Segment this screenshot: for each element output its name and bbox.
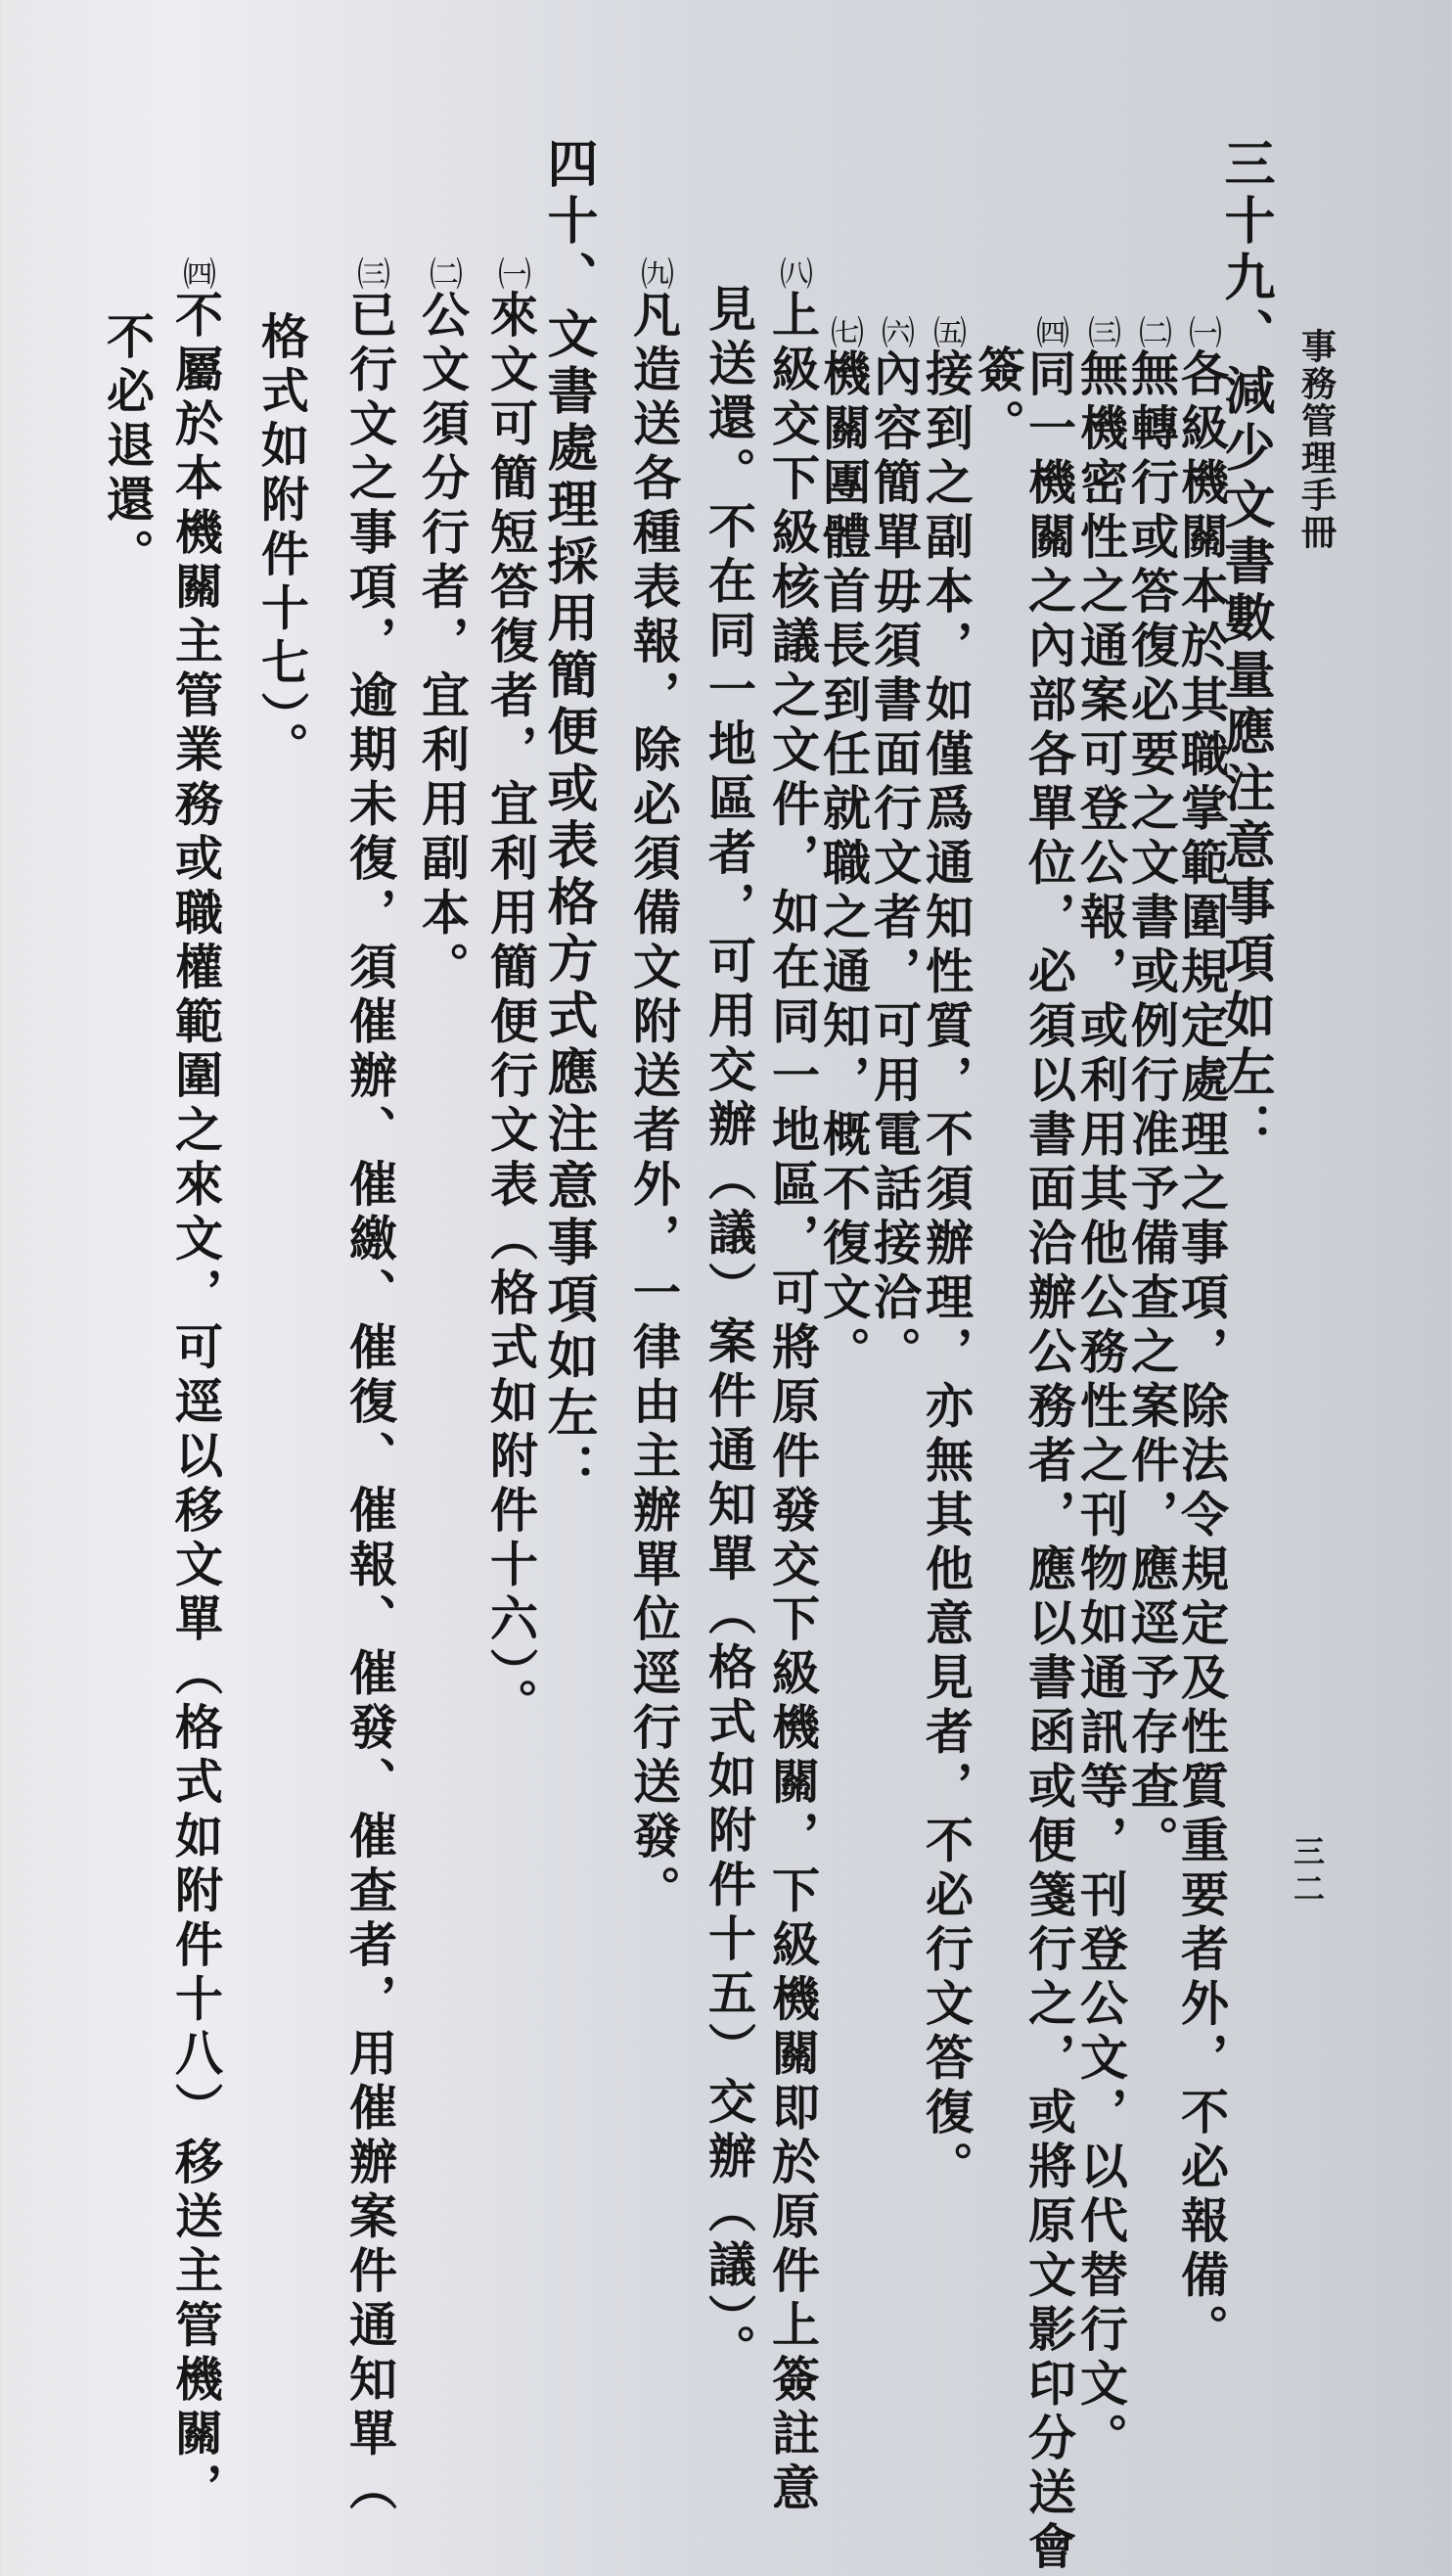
section-39-item-6 — [866, 315, 924, 1381]
item-text: 已行文之事項，逾期未復，須催辦、催繳、催復、催報、催發、催查者，用催辦案件通知單（ — [341, 290, 399, 2517]
item-text: 公文須分行者，宜利用副本。 — [414, 290, 472, 996]
item-marker: ㈣ — [176, 256, 216, 290]
section-40-item-1 — [482, 256, 540, 1732]
item-text: 無轉行或答復必要之文書或例行准予備查之案件，應逕予存查。 — [1123, 348, 1181, 1869]
section-39-item-5 — [918, 315, 976, 2195]
item-marker: ㈤ — [927, 315, 967, 348]
section-39-item-8 — [764, 256, 822, 2517]
section-40-item-2 — [414, 256, 472, 996]
item-marker: ㈨ — [634, 256, 674, 290]
item-text: 來文可簡短答復者，宜利用簡便行文表（格式如附件十六）。 — [482, 290, 540, 1732]
section-40-item-3-continued: 格式如附件十七）。 — [253, 311, 311, 776]
item-marker: ㈡ — [423, 256, 463, 290]
section-39-item-7 — [815, 315, 873, 1381]
item-marker: ㈠ — [491, 256, 531, 290]
running-head: 事務管理手冊 — [1295, 328, 1337, 551]
section-39-item-4-continued: 簽。 — [970, 345, 1027, 453]
section-39-item-2 — [1123, 315, 1181, 1869]
item-text: 內容簡單毋須書面行文者，可用電話接洽。 — [866, 348, 924, 1381]
item-marker: ㈢ — [350, 256, 390, 290]
item-marker: ㈢ — [1081, 315, 1121, 348]
page-number: 三二 — [1289, 1835, 1326, 1909]
section-39-item-3 — [1072, 315, 1130, 2467]
item-marker: ㈡ — [1132, 315, 1172, 348]
item-text: 凡造送各種表報，除必須備文附送者外，一律由主辦單位逕行送發。 — [625, 290, 683, 1919]
item-text: 各級機關本於其職掌範圍規定處理之事項，除法令規定及性質重要者外，不必報備。 — [1173, 348, 1231, 2359]
section-40-item-4-continued: 不必退還。 — [99, 311, 157, 583]
item-marker: ㈧ — [773, 256, 813, 290]
item-text: 同一機關之內部各單位，必須以書面洽辦公務者，應以書函或便箋行之，或將原文影印分送會 — [1021, 348, 1078, 2576]
section-39-item-4 — [1021, 315, 1078, 2576]
section-40-heading: 四十、文書處理採用簡便或表格方式應注意事項如左： — [538, 137, 598, 1499]
section-40-item-3 — [341, 256, 399, 2517]
item-marker: ㈦ — [824, 315, 864, 348]
item-text: 不屬於本機關主管業務或職權範圍之來文，可逕以移文單（格式如附件十八）移送主管機關， — [167, 290, 225, 2517]
section-39-item-9 — [625, 256, 683, 1919]
item-text: 接到之副本，如僅爲通知性質，不須辦理，亦無其他意見者，不必行文答復。 — [918, 348, 976, 2195]
item-text: 上級交下級核議之文件，如在同一地區，可將原件發交下級機關，下級機關即於原件上簽註意 — [764, 290, 822, 2517]
section-39-item-1 — [1173, 315, 1231, 2359]
item-marker: ㈥ — [875, 315, 915, 348]
item-text: 機關團體首長到任就職之通知，概不復文。 — [815, 348, 873, 1381]
item-text: 無機密性之通案可登公報，或利用其他公務性之刊物如通訊等，刊登公文，以代替行文。 — [1072, 348, 1130, 2467]
section-39-heading: 三十九、減少文書數量應注意事項如左： — [1215, 137, 1275, 1159]
item-marker: ㈠ — [1182, 315, 1222, 348]
section-39-item-8-continued: 見送還。不在同一地區者，可用交辦（議）案件通知單（格式如附件十五）交辦（議）。 — [701, 284, 758, 2378]
section-40-item-4 — [167, 256, 225, 2517]
item-marker: ㈣ — [1029, 315, 1069, 348]
